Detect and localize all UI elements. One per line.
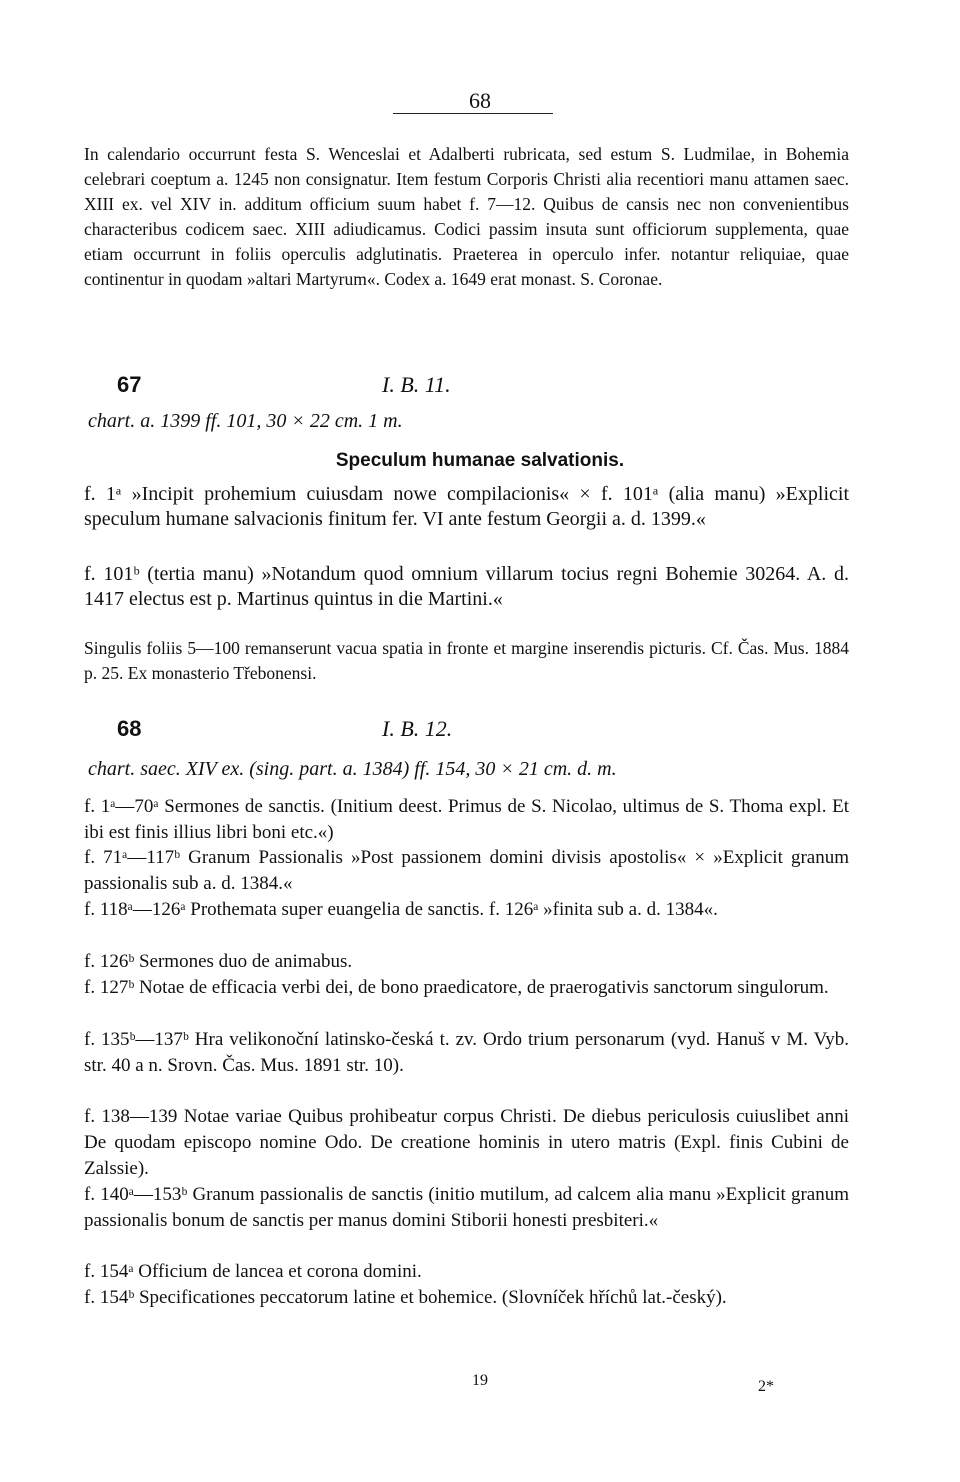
entry-67-description: chart. a. 1399 ff. 101, 30 × 22 cm. 1 m.: [88, 410, 403, 432]
item-list-entry: f. 154ᵇ Specificationes peccatorum latine et bohemice. (Slovníček hříchů lat.-český).: [84, 1287, 727, 1308]
sheet-number: 19: [472, 1372, 488, 1389]
item-list-entry: f. 118ᵃ—126ᵃ Prothemata super euangelia de sanctis. f. 126ᵃ »finita sub a. d. 1384«.: [84, 899, 718, 920]
entry-68-description: chart. saec. XIV ex. (sing. part. a. 1384) ff. 154, 30 × 21 cm. d. m.: [88, 758, 617, 780]
item-list-entry: f. 126ᵇ Sermones duo de animabus.: [84, 951, 353, 972]
entry-67-title: Speculum humanae salvationis.: [335, 450, 625, 471]
item-list-entry: f. 71ᵃ—117ᵇ Granum Passionalis »Post passionem domini divisis apostolis« × »Explicit granum passionalis sub a. d. 1384.«: [84, 847, 849, 894]
item-list-entry: f. 127ᵇ Notae de efficacia verbi dei, de bono praedicatore, de praerogativis sanctorum singulorum.: [84, 977, 829, 998]
entry-number: 67: [117, 372, 142, 397]
shelf-signature: I. B. 11.: [382, 372, 451, 397]
header-rule: [393, 113, 553, 114]
item-list-entry: f. 140ᵃ—153ᵇ Granum passionalis de sanctis (initio mutilum, ad calcem alia manu »Explicit granum passionalis bonum de sanctis per manus domini Stiborii honesti presbiteri.«: [84, 1184, 849, 1231]
entry-67-paragraph: f. 101ᵇ (tertia manu) »Notandum quod omnium villarum tocius regni Bohemie 30264. A. d. 1417 electus est p. Martinus quintus in die Martini.«: [84, 563, 849, 610]
shelf-signature: I. B. 12.: [382, 716, 453, 741]
item-list-entry: f. 1ᵃ—70ᵃ Sermones de sanctis. (Initium deest. Primus de S. Nicolao, ultimus de S. Thoma expl. Et ibi est finis illius libri boni etc.«): [84, 796, 849, 843]
entry-number: 68: [117, 716, 142, 741]
signature-mark: 2*: [758, 1378, 774, 1395]
page-number: 68: [469, 88, 491, 113]
entry-67-paragraph: f. 1ᵃ »Incipit prohemium cuiusdam nowe compilacionis« × f. 101ᵃ (alia manu) »Explicit speculum humane salvacionis finitum fer. VI ante festum Georgii a. d. 1399.«: [84, 483, 849, 530]
item-list-entry: f. 154ᵃ Officium de lancea et corona domini.: [84, 1261, 422, 1282]
item-list-entry: f. 135ᵇ—137ᵇ Hra velikonoční latinsko-česká t. zv. Ordo trium personarum (vyd. Hanuš v M. Vyb. str. 40 a n. Srovn. Čas. Mus. 1891 str. 10).: [84, 1029, 849, 1076]
intro-paragraph: In calendario occurrunt festa S. Wenceslai et Adalberti rubricata, sed estum S. Ludmilae, in Bohemia celebrari coeptum a. 1245 non consignatur. Item festum Corporis Christi alia recentiori manu attamen saec. XIII ex. vel XIV in. additum officium suum habet f. 7—12. Quibus de cansis nec non convenientibus characteribus codicem saec. XIII adiudicamus. Codici passim insuta sunt officiorum supplementa, quae etiam occurrunt in foliis operculis adglutinatis. Praeterea in operculo infer. notantur reliquiae, quae continentur in quodam »altari Martyrum«. Codex a. 1649 erat monast. S. Coronae.: [84, 144, 849, 289]
item-list-entry: f. 138—139 Notae variae Quibus prohibeatur corpus Christi. De diebus periculosis cuiuslibet anni De quodam episcopo nomine Odo. De creatione hominis in utero matris (Expl. finis Cubini de Zalssie).: [84, 1106, 849, 1179]
entry-67-note: Singulis foliis 5—100 remanserunt vacua spatia in fronte et margine inserendis picturis. Cf. Čas. Mus. 1884 p. 25. Ex monasterio Třebonensi.: [84, 638, 849, 683]
